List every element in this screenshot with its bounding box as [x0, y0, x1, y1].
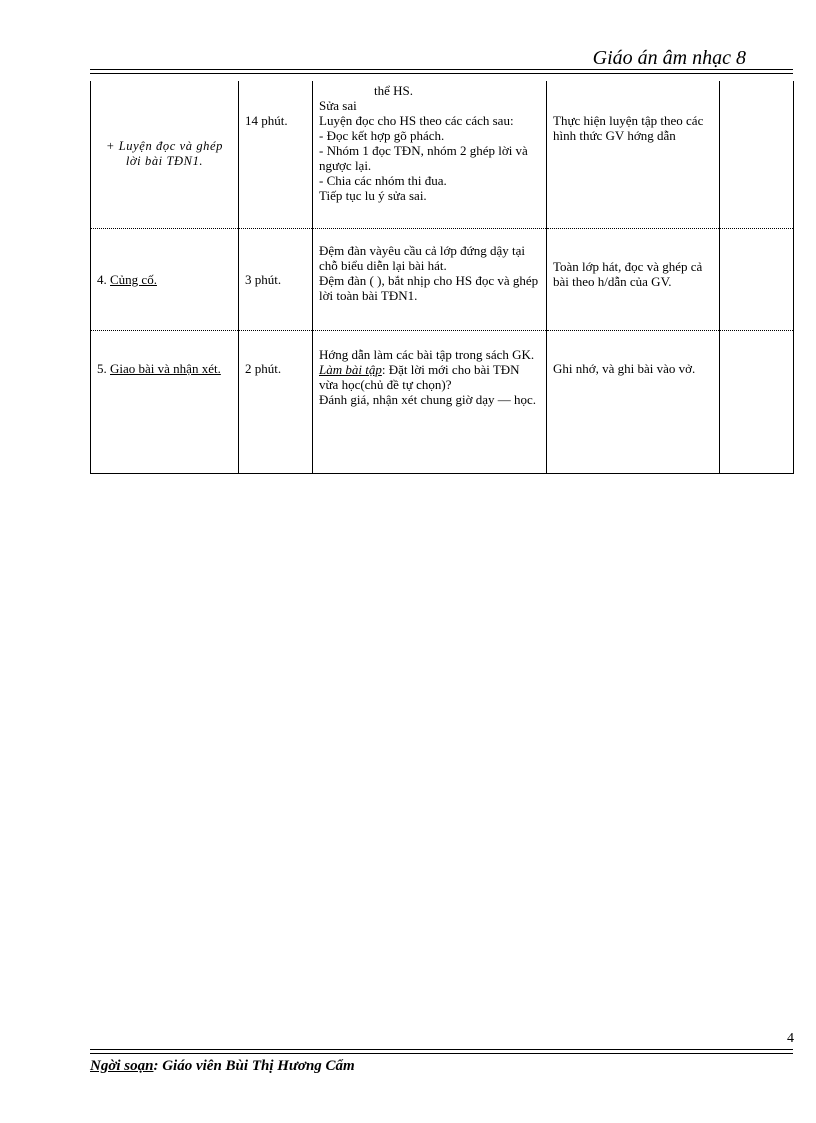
stage-label: + Luyện đọc và ghép lời bài TĐN1. — [105, 139, 224, 169]
teacher-activity-cell — [313, 330, 547, 473]
student-activity-cell — [547, 330, 720, 473]
stage-cell — [91, 81, 239, 228]
student-activity-cell — [547, 228, 720, 330]
header-rule-top — [90, 69, 793, 70]
time-label: 14 phút. — [245, 113, 288, 128]
student-activity-text: Thực hiện luyện tập theo các hình thức GV hớng dẫn — [553, 113, 704, 143]
teacher-activity-cell — [313, 81, 547, 228]
notes-cell — [720, 228, 794, 330]
student-activity-text: Ghi nhớ, và ghi bài vào vở. — [553, 360, 696, 376]
teacher-line: Luyện đọc cho HS theo các cách sau: — [319, 113, 514, 128]
table-row — [91, 228, 794, 330]
stage-label: Giao bài và nhận xét. — [110, 360, 221, 376]
table-row — [91, 81, 794, 228]
teacher-line: Tiếp tục lu ý sửa sai. — [319, 188, 427, 203]
teacher-bullet: - Nhóm 1 đọc TĐN, nhóm 2 ghép lời và ngược lại. — [319, 143, 528, 173]
footer-label: Ngời soạn — [90, 1058, 154, 1074]
student-activity-text: Toàn lớp hát, đọc và ghép cả bài theo h/dẫn của GV. — [553, 258, 703, 289]
table-row — [91, 330, 794, 473]
teacher-line: Sửa sai — [319, 98, 357, 113]
teacher-activity-cell — [313, 228, 547, 330]
homework-label: Làm bài tập — [319, 361, 382, 377]
document-header-title: Giáo án âm nhạc 8 — [592, 47, 746, 69]
student-activity-cell — [547, 81, 720, 228]
notes-cell — [720, 330, 794, 473]
header-rule-bottom — [90, 73, 793, 74]
teacher-line: : Đặt lời mới cho bài TĐN vừa học(chủ đề tự chọn)? — [319, 361, 520, 392]
teacher-line: Đánh giá, nhận xét chung giờ dạy — học. — [319, 391, 536, 407]
teacher-line: Đệm đàn vàyêu cầu cả lớp đứng dậy tại chỗ biểu diễn lại bài hát. — [319, 242, 525, 273]
time-cell — [239, 330, 313, 473]
teacher-bullet: - Đọc kết hợp gõ phách. — [319, 128, 445, 143]
footer-rule-bottom — [90, 1053, 793, 1054]
teacher-line: Đệm đàn ( ), bắt nhịp cho HS đọc và ghép lời toàn bài TĐN1. — [319, 272, 539, 303]
time-label: 3 phút. — [245, 271, 282, 287]
time-cell — [239, 228, 313, 330]
footer-author — [90, 1058, 355, 1075]
time-cell — [239, 81, 313, 228]
stage-cell — [91, 228, 239, 330]
footer-rule-top — [90, 1049, 793, 1050]
teacher-line: thể HS. — [374, 83, 413, 98]
teacher-bullet: - Chia các nhóm thi đua. — [319, 173, 447, 188]
teacher-line: Hớng dẫn làm các bài tập trong sách GK. — [319, 346, 535, 362]
lesson-plan-table — [90, 81, 794, 474]
footer-author-name: : Giáo viên Bùi Thị Hương Cẩm — [153, 1058, 355, 1074]
stage-cell — [91, 330, 239, 473]
stage-number: 5. — [97, 360, 107, 376]
stage-label: Củng cố. — [110, 271, 157, 287]
notes-cell — [720, 81, 794, 228]
stage-number: 4. — [97, 271, 107, 287]
time-label: 2 phút. — [245, 360, 282, 376]
page-number: 4 — [787, 1031, 794, 1046]
